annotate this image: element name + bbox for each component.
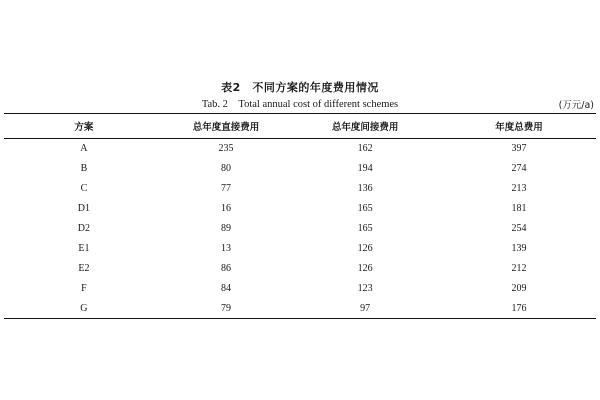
- table-row: [4, 139, 596, 159]
- indirect-cost-cell: 123: [357, 282, 373, 294]
- direct-cost-cell: 235: [218, 143, 234, 155]
- direct-cost-cell: 84: [220, 282, 231, 294]
- total-cost-cell: 274: [511, 163, 527, 175]
- scheme-cell: A: [80, 143, 88, 155]
- header-scheme: 方案: [74, 122, 94, 133]
- total-cost-cell: 397: [511, 143, 527, 155]
- total-cost-cell: 212: [511, 262, 527, 274]
- scheme-cell: E2: [78, 262, 90, 274]
- direct-cost-cell: 86: [220, 262, 231, 274]
- total-cost-cell: 139: [511, 242, 527, 254]
- indirect-cost-cell: 165: [357, 223, 373, 234]
- total-cost-cell: 213: [511, 183, 527, 195]
- unit-label: (万元/a): [558, 100, 594, 111]
- total-cost-cell: 209: [511, 282, 527, 294]
- indirect-cost-cell: 126: [357, 242, 373, 254]
- table-row: [4, 219, 596, 239]
- header-direct-cost: 总年度直接费用: [192, 122, 260, 133]
- table-row: [4, 179, 596, 199]
- direct-cost-cell: 77: [220, 183, 231, 195]
- table-row: [4, 199, 596, 219]
- indirect-cost-cell: 165: [357, 203, 373, 215]
- scheme-cell: E1: [78, 242, 90, 254]
- scheme-cell: G: [80, 302, 88, 314]
- indirect-cost-cell: 194: [357, 163, 373, 175]
- table-caption-english: Tab. 2 Total annual cost of different schemes: [201, 99, 399, 110]
- direct-cost-cell: 89: [220, 223, 231, 234]
- indirect-cost-cell: 126: [357, 262, 373, 274]
- scheme-cell: D2: [77, 223, 91, 234]
- table-row: [4, 258, 596, 278]
- table-caption-chinese: 表2 不同方案的年度费用情况: [221, 81, 379, 94]
- total-cost-cell: 181: [511, 203, 527, 215]
- table-row: [4, 238, 596, 258]
- direct-cost-cell: 79: [220, 302, 231, 314]
- header-total-cost: 年度总费用: [495, 122, 543, 133]
- scheme-cell: D1: [77, 203, 91, 215]
- indirect-cost-cell: 162: [357, 143, 373, 155]
- total-cost-cell: 176: [511, 302, 527, 314]
- total-cost-cell: 254: [511, 223, 527, 234]
- direct-cost-cell: 13: [220, 242, 231, 254]
- cost-table: [4, 113, 596, 319]
- scheme-cell: B: [80, 163, 88, 175]
- table-row: [4, 159, 596, 179]
- header-indirect-cost: 总年度间接费用: [331, 122, 399, 133]
- indirect-cost-cell: 97: [360, 302, 371, 314]
- table-row: [4, 298, 596, 318]
- table-row: [4, 278, 596, 298]
- table-header-row: [4, 114, 596, 139]
- scheme-cell: F: [81, 282, 87, 294]
- scheme-cell: C: [80, 183, 88, 195]
- direct-cost-cell: 16: [220, 203, 231, 215]
- table-body: [4, 139, 596, 319]
- direct-cost-cell: 80: [220, 163, 231, 175]
- indirect-cost-cell: 136: [357, 183, 373, 195]
